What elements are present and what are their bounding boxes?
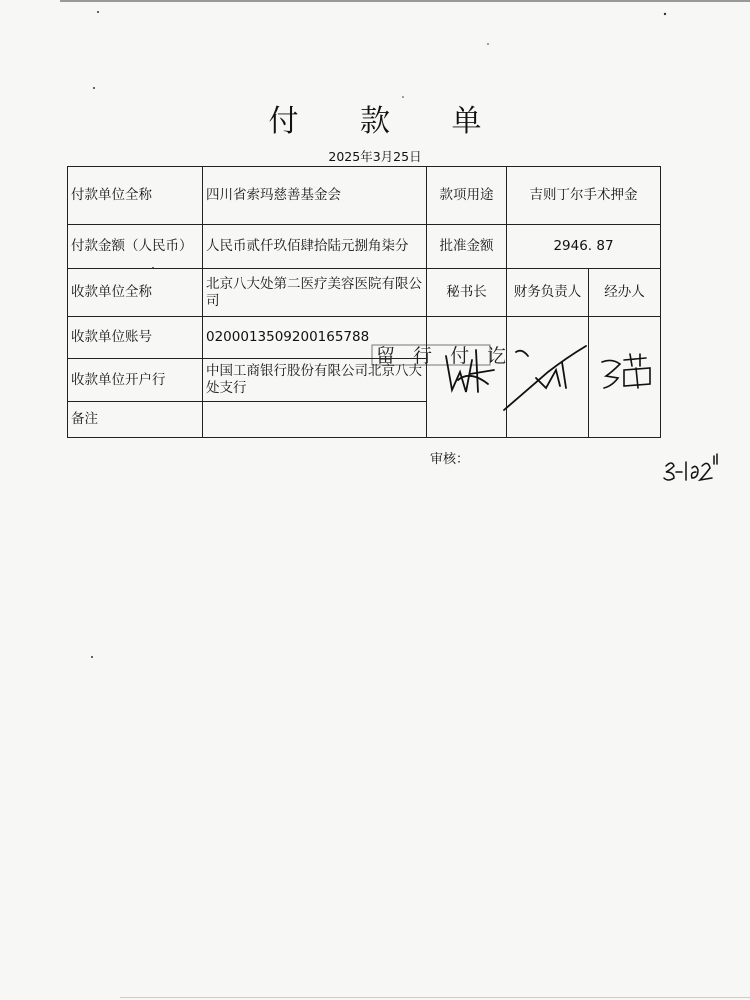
bank-value: 中国工商银行股份有限公司北京八大处支行 — [203, 359, 427, 402]
bank-label: 收款单位开户行 — [68, 359, 203, 402]
handwritten-note — [662, 450, 732, 486]
finance-label: 财务负责人 — [507, 269, 589, 317]
payee-label: 收款单位全称 — [68, 269, 203, 317]
row-payee — [68, 269, 661, 317]
secretary-signature-cell — [427, 317, 507, 438]
payment-form-table — [67, 166, 661, 438]
row-account — [68, 317, 661, 359]
finance-signature-cell — [507, 317, 589, 438]
scan-edge-top — [60, 0, 750, 2]
stamp-text: 留 行 付 讫 — [376, 345, 513, 367]
row-amount — [68, 225, 661, 269]
payer-value: 四川省索玛慈善基金会 — [203, 167, 427, 225]
handler-label: 经办人 — [589, 269, 661, 317]
handler-signature-cell — [589, 317, 661, 438]
document-date: 2025年3月25日 — [328, 149, 422, 164]
remark-label: 备注 — [68, 402, 203, 438]
payer-label: 付款单位全称 — [68, 167, 203, 225]
scan-edge-bottom — [120, 997, 750, 998]
review-label: 审核： — [430, 452, 470, 467]
purpose-label: 款项用途 — [427, 167, 507, 225]
purpose-value: 吉则丁尔手术押金 — [507, 167, 661, 225]
row-payer — [68, 167, 661, 225]
secretary-label: 秘书长 — [427, 269, 507, 317]
approved-value: 2946. 87 — [507, 225, 661, 269]
amount-label: 付款金额（人民币） — [68, 225, 203, 269]
account-label: 收款单位账号 — [68, 317, 203, 359]
amount-value: 人民币贰仟玖佰肆拾陆元捌角柒分 — [203, 225, 427, 269]
approved-label: 批准金额 — [427, 225, 507, 269]
account-value: 0200013509200165788 — [203, 317, 427, 359]
document-title: 付 款 单 — [268, 104, 508, 139]
remark-value — [203, 402, 427, 438]
payee-value: 北京八大处第二医疗美容医院有限公司 — [203, 269, 427, 317]
